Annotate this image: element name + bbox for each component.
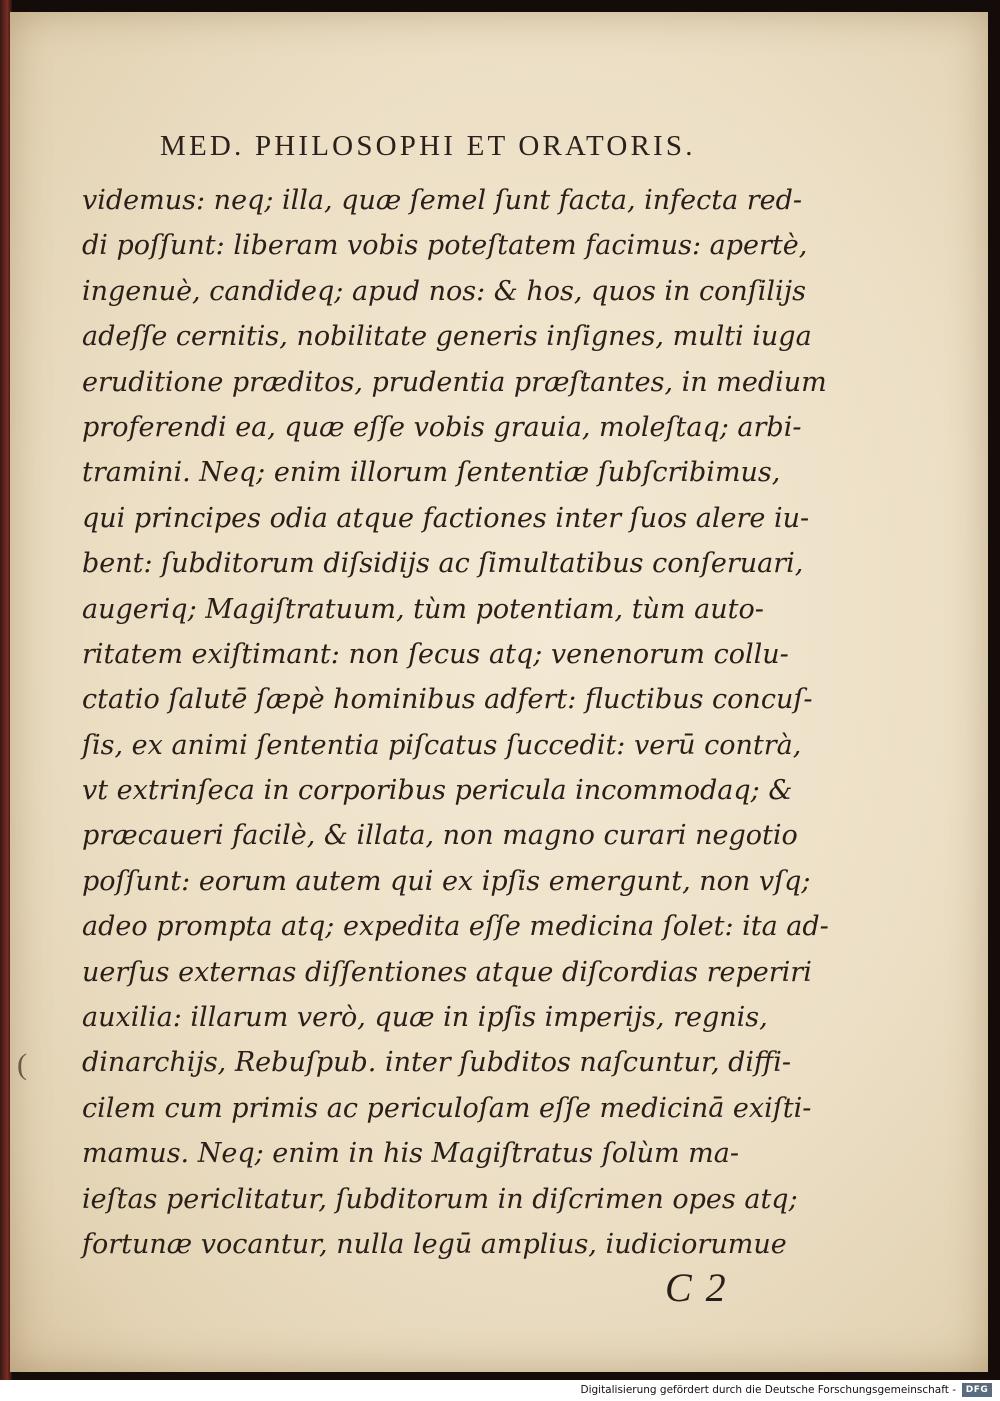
text-line: ſis, ex animi ſententia piſcatus ſuccedit: verū contrà,: [82, 729, 802, 761]
text-line: eruditione præditos, prudentia præſtantes, in medium: [82, 366, 827, 398]
book-page: [10, 12, 988, 1372]
text-line: mamus. Neq; enim in his Magiſtratus ſolùm ma-: [82, 1138, 740, 1170]
text-line: proferendi ea, quæ eſſe vobis grauia, moleſtaq; arbi-: [82, 411, 802, 443]
text-line: qui principes odia atque factiones inter ſuos alere iu-: [82, 502, 810, 534]
text-line: videmus: neq; illa, quæ ſemel ſunt facta, infecta red-: [82, 185, 803, 216]
text-line: bent: ſubditorum diſsidijs ac ſimultatibus conſeruari,: [82, 548, 804, 580]
text-line: di poſſunt: liberam vobis poteſtatem facimus: apertè,: [82, 230, 808, 262]
body-text: [82, 178, 872, 1267]
text-line: uerſus externas diſſentiones atque diſcordias reperiri: [82, 956, 812, 988]
text-line: dinarchijs, Rebuſpub. inter ſubditos naſcuntur, diffi-: [82, 1047, 791, 1079]
text-line: vt extrinſeca in corporibus pericula incommodaq; &: [82, 775, 793, 807]
text-line: poſſunt: eorum autem qui ex ipſis emergunt, non vſq;: [82, 865, 811, 897]
dfg-logo-icon: DFG: [962, 1383, 992, 1397]
text-line: ritatem exiſtimant: non ſecus atq; venenorum collu-: [82, 638, 789, 670]
text-line: adeo prompta atq; expedita eſſe medicina ſolet: ita ad-: [82, 911, 829, 943]
text-line: auxilia: illarum verò, quæ in ipſis imperijs, regnis,: [82, 1002, 768, 1034]
text-line: ingenuè, candideq; apud nos: & hos, quos in conſilijs: [82, 275, 806, 307]
running-head: MED. PHILOSOPHI ET ORATORIS.: [160, 130, 696, 162]
text-line: præcaueri facilè, & illata, non magno curari negotio: [82, 820, 798, 852]
text-line: cilem cum primis ac periculoſam eſſe medicinā exiſti-: [82, 1092, 812, 1124]
text-line: ctatio ſalutē ſæpè hominibus adfert: fluctibus concuſ-: [82, 684, 813, 716]
text-line: adeſſe cernitis, nobilitate generis inſignes, multi iuga: [82, 321, 812, 353]
text-line: tramini. Neq; enim illorum ſententiæ ſubſcribimus,: [82, 457, 781, 489]
text-line: ieſtas periclitatur, ſubditorum in diſcrimen opes atq;: [82, 1183, 798, 1215]
text-line: augeriq; Magiſtratuum, tùm potentiam, tùm auto-: [82, 593, 764, 625]
signature-mark: C 2: [665, 1265, 728, 1310]
funding-notice: Digitalisierung gefördert durch die Deutsche Forschungsgemeinschaft -: [580, 1384, 956, 1396]
footer-bar: [0, 1380, 1000, 1401]
text-line: fortunæ vocantur, nulla legū amplius, iudiciorumue: [82, 1228, 787, 1260]
margin-mark: (: [17, 1048, 27, 1081]
